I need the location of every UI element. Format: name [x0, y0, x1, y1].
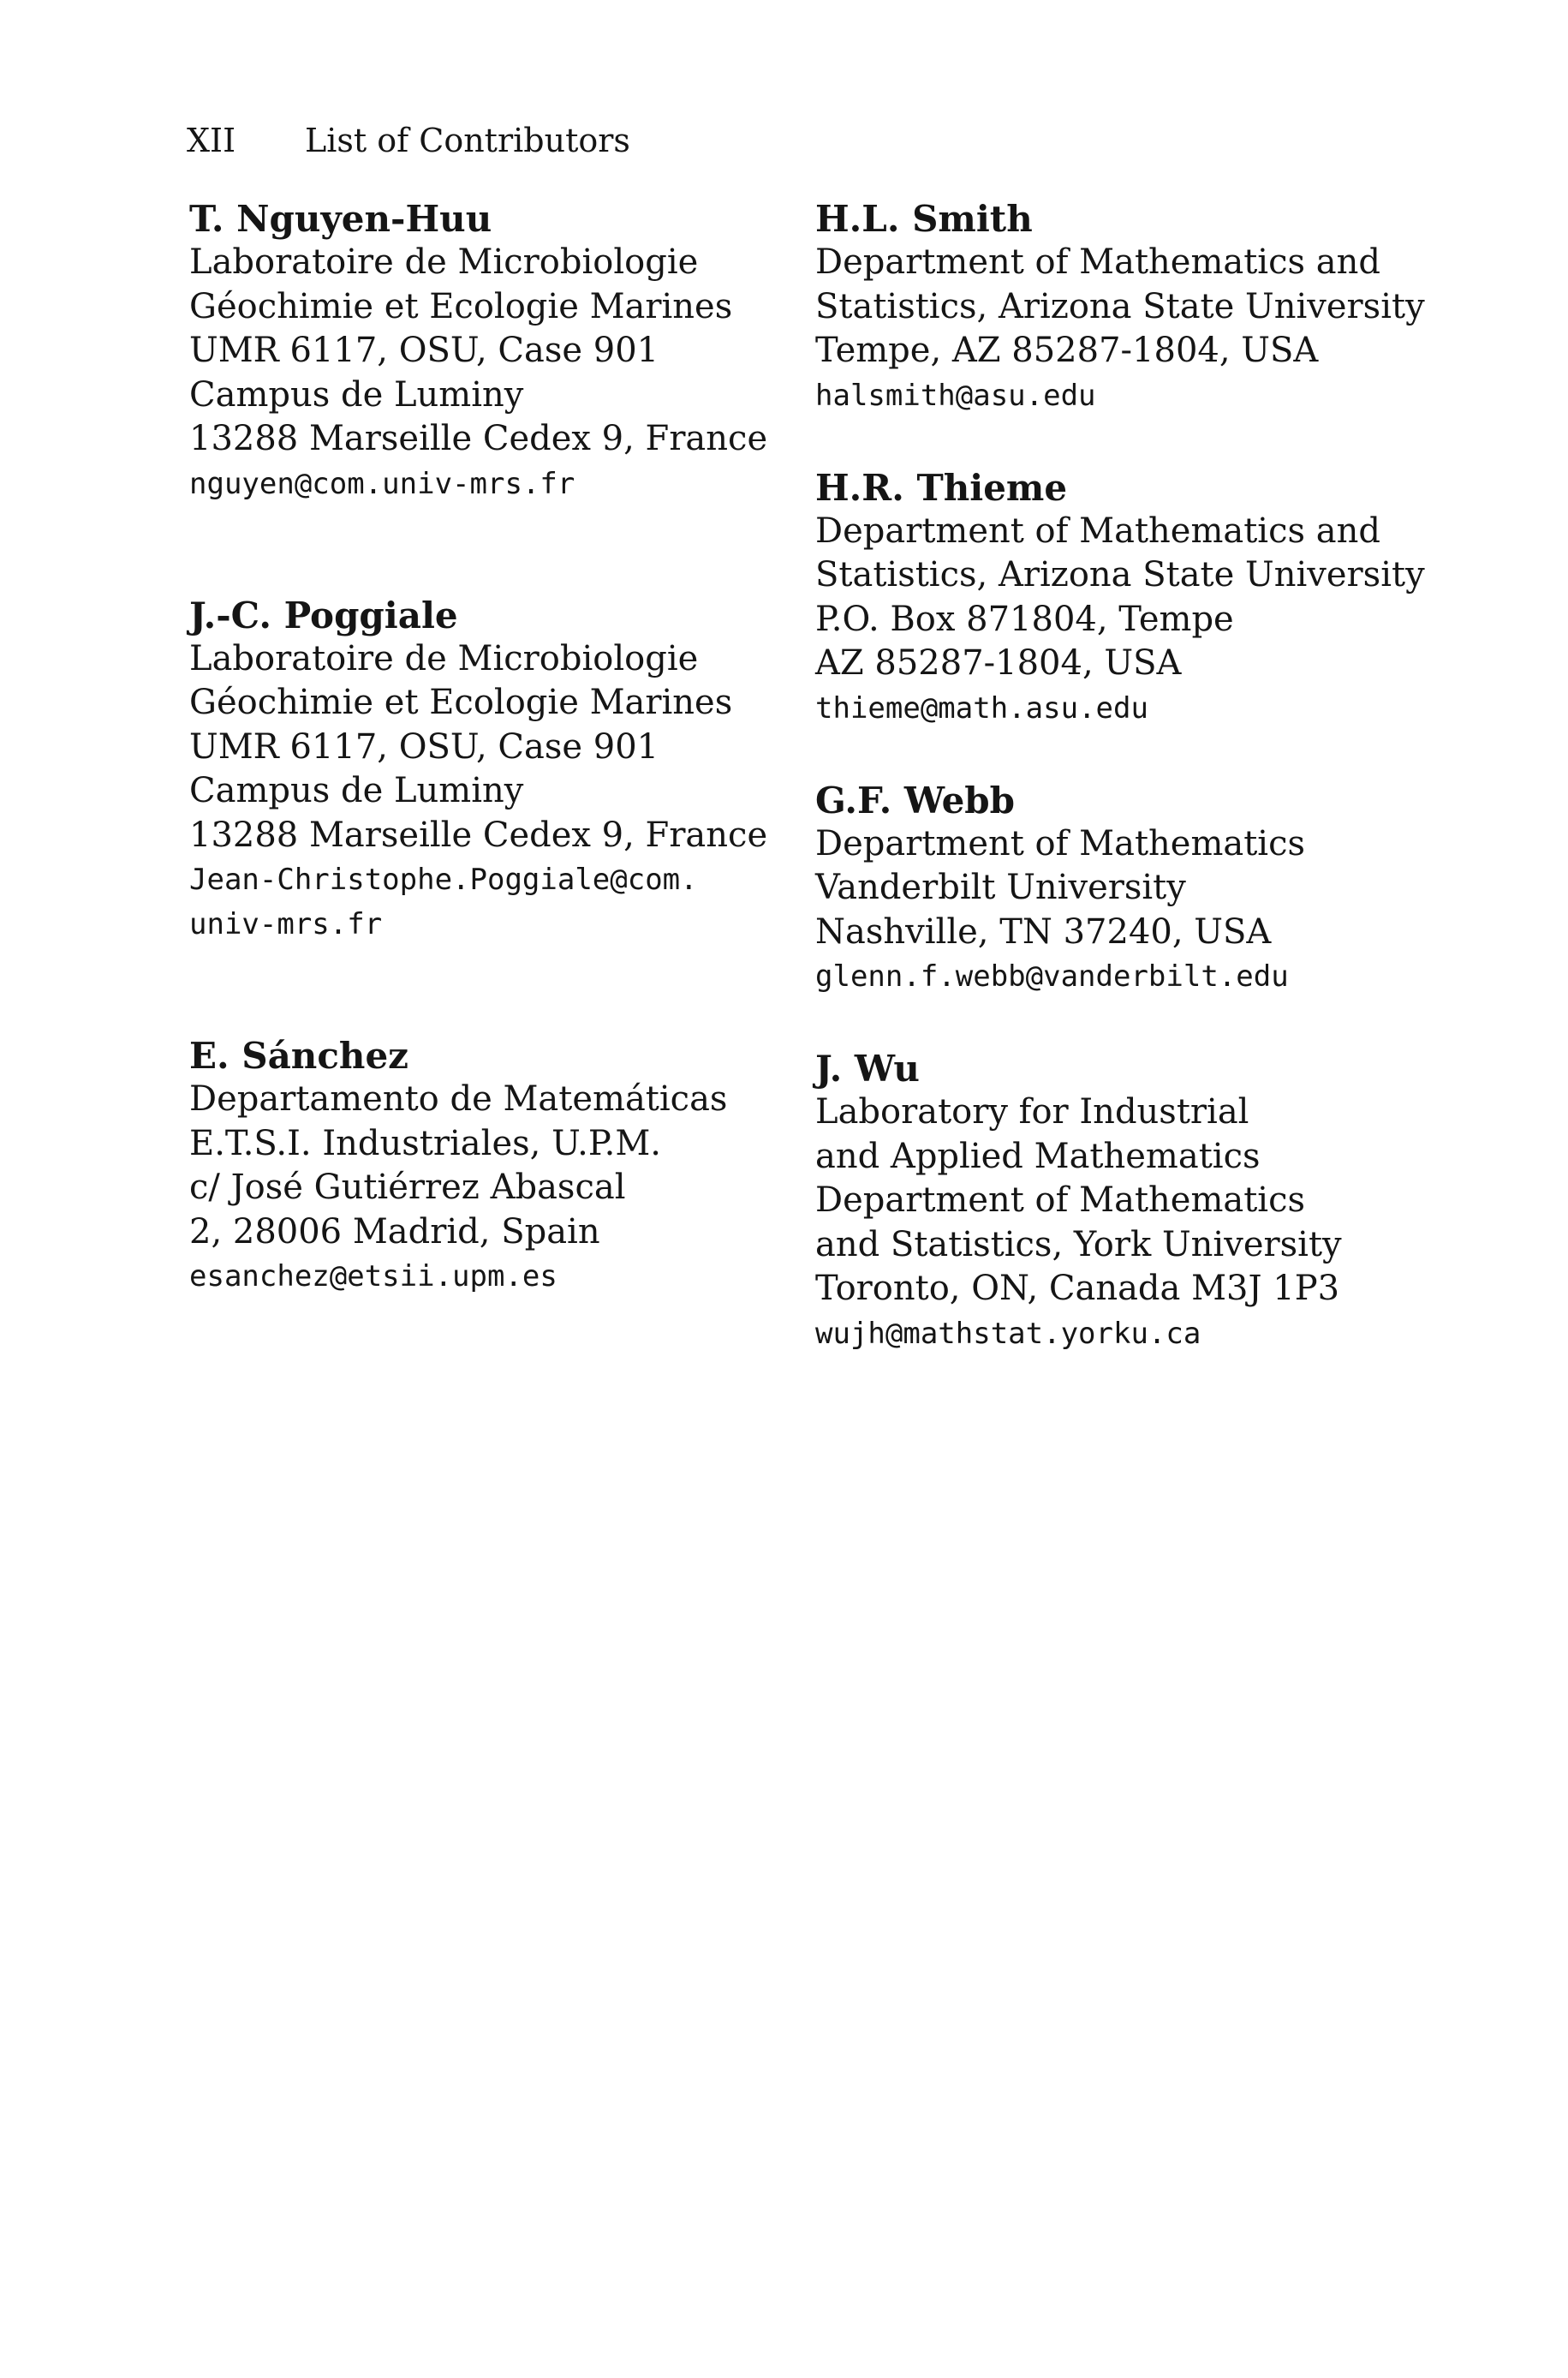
contributors-right-column — [815, 197, 1425, 1356]
address-line: 13288 Marseille Cedex 9, France — [189, 815, 768, 855]
address-line: Campus de Luminy — [189, 374, 524, 415]
address-line: Laboratoire de Microbiologie — [189, 638, 699, 678]
address-line: E.T.S.I. Industriales, U.P.M. — [189, 1123, 662, 1163]
address-line: and Statistics, York University — [815, 1224, 1342, 1264]
contributor-entry-poggiale — [189, 594, 806, 947]
email-address: wujh@mathstat.yorku.ca — [815, 1316, 1201, 1351]
address-line: Campus de Luminy — [189, 771, 524, 810]
address-line: P.O. Box 871804, Tempe — [815, 599, 1234, 639]
address-line: Departamento de Matemáticas — [189, 1079, 728, 1119]
page-number: XII — [187, 122, 236, 159]
address-line: Department of Mathematics — [815, 823, 1306, 863]
address-line: Géochimie et Ecologie Marines — [189, 286, 733, 326]
contributor-name: T. Nguyen-Huu — [189, 198, 492, 240]
address-line: Laboratory for Industrial — [815, 1092, 1249, 1132]
email-address: nguyen@com.univ-mrs.fr — [189, 466, 575, 501]
address-line: Toronto, ON, Canada M3J 1P3 — [815, 1269, 1340, 1308]
address-line: UMR 6117, OSU, Case 901 — [189, 331, 659, 370]
email-address-continuation: univ-mrs.fr — [189, 907, 383, 941]
address-line: Department of Mathematics and — [815, 242, 1380, 282]
contributor-entry-nguyen-huu — [189, 197, 806, 506]
address-line: Statistics, Arizona State University — [815, 555, 1425, 594]
address-line: Nashville, TN 37240, USA — [815, 911, 1272, 952]
running-head — [187, 120, 630, 161]
address-line: AZ 85287-1804, USA — [815, 643, 1182, 683]
contributor-entry-sanchez — [189, 1034, 806, 1299]
contributor-name: H.L. Smith — [815, 198, 1033, 240]
contributor-name: E. Sánchez — [189, 1035, 409, 1077]
contributor-entry-webb — [815, 779, 1380, 1000]
email-address: thieme@math.asu.edu — [815, 690, 1148, 726]
contributor-name: J.-C. Poggiale — [189, 594, 458, 636]
address-line: 13288 Marseille Cedex 9, France — [189, 419, 768, 458]
address-line: Vanderbilt University — [815, 868, 1186, 907]
contributor-name: J. Wu — [815, 1048, 920, 1090]
contributors-left-column — [189, 197, 806, 1299]
address-line: Tempe, AZ 85287-1804, USA — [815, 331, 1319, 370]
address-line: Géochimie et Ecologie Marines — [189, 683, 733, 722]
address-line: and Applied Mathematics — [815, 1136, 1261, 1176]
address-line: UMR 6117, OSU, Case 901 — [189, 726, 659, 767]
contributor-entry-smith — [815, 197, 1425, 418]
running-head-title: List of Contributors — [305, 122, 630, 159]
contributor-name: H.R. Thieme — [815, 466, 1068, 509]
contributor-entry-thieme — [815, 466, 1425, 731]
address-line: Department of Mathematics and — [815, 511, 1380, 551]
address-line: Statistics, Arizona State University — [815, 286, 1425, 326]
contributor-entry-wu — [815, 1047, 1380, 1356]
contributor-name: G.F. Webb — [815, 779, 1016, 822]
email-address: Jean-Christophe.Poggiale@com. — [189, 863, 698, 897]
address-line: c/ José Gutiérrez Abascal — [189, 1168, 626, 1207]
address-line: Department of Mathematics — [815, 1180, 1306, 1220]
address-line: Laboratoire de Microbiologie — [189, 242, 699, 282]
email-address: halsmith@asu.edu — [815, 378, 1096, 413]
address-line: 2, 28006 Madrid, Spain — [189, 1211, 600, 1252]
email-address: esanchez@etsii.upm.es — [189, 1259, 557, 1294]
email-address: glenn.f.webb@vanderbilt.edu — [815, 959, 1289, 994]
